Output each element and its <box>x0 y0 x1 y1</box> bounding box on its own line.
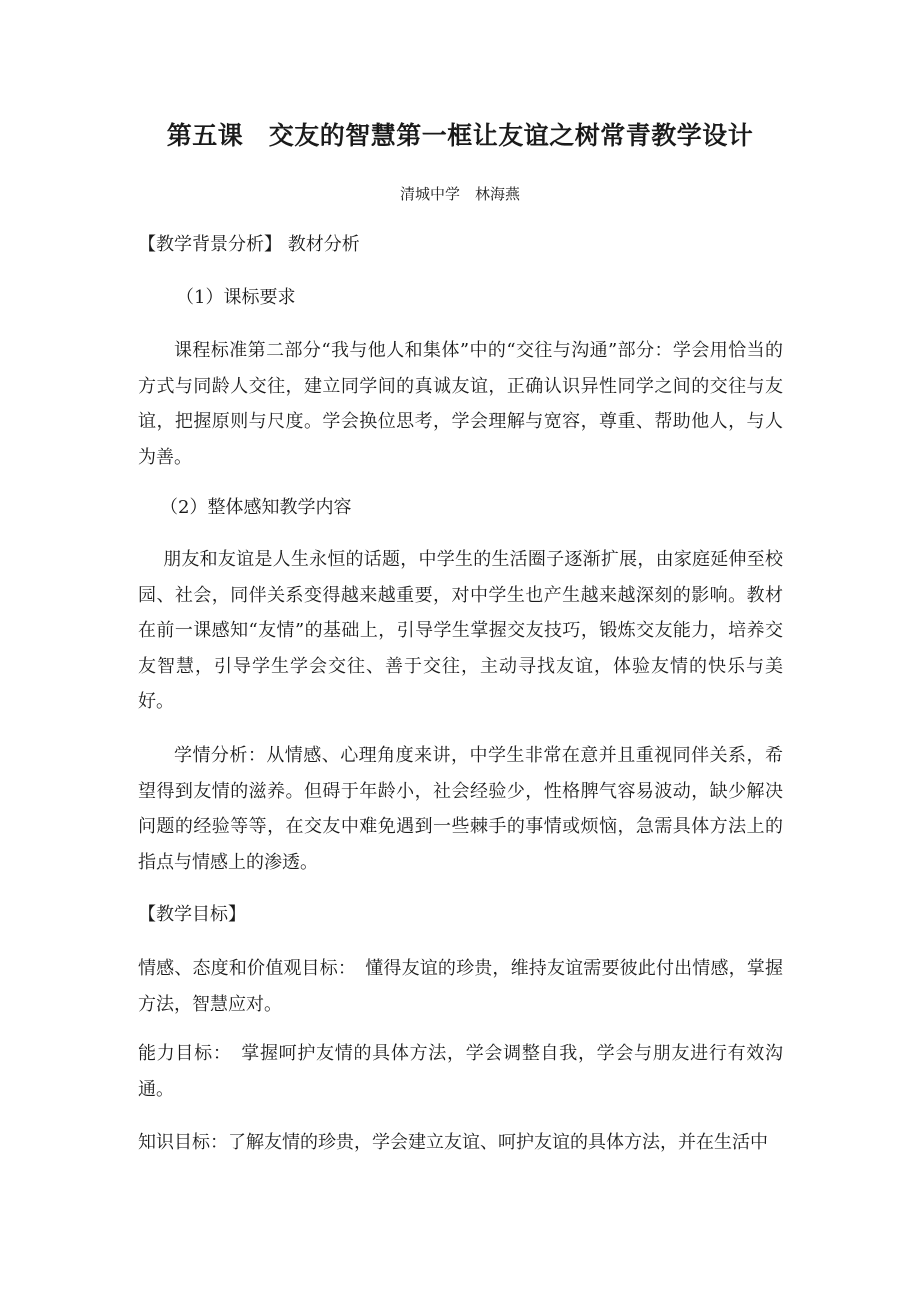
goal-knowledge: 知识目标：了解友情的珍贵，学会建立友谊、呵护友谊的具体方法，并在生活中 <box>138 1132 768 1153</box>
section2-body: 朋友和友谊是人生永恒的话题，中学生的生活圈子逐渐扩展，由家庭延伸至校园、社会，同伴关系变得越来越重要，对中学生也产生越来越深刻的影响。教材在前一课感知“友情”的基础上，引导学生掌握交友技巧，锻炼交友能力，培养交友智慧，引导学生学会交往、善于交往，主动寻找友谊，体验友情的快乐与美好。 <box>138 549 783 712</box>
goal-emotion: 情感、态度和价值观目标： 懂得友谊的珍贵，维持友谊需要彼此付出情感，掌握方法，智慧应对。 <box>138 958 783 1015</box>
learner-analysis: 学情分析：从情感、心理角度来讲，中学生非常在意并且重视同伴关系，希望得到友情的滋养。但碍于年龄小，社会经验少，性格脾气容易波动，缺少解决问题的经验等等，在交友中难免遇到一些棘手的事情或烦恼，急需具体方法上的指点与情感上的渗透。 <box>138 745 783 873</box>
section1-body: 课程标准第二部分“我与他人和集体”中的“交往与沟通”部分：学会用恰当的方式与同龄人交往，建立同学间的真诚友谊，正确认识异性同学之间的交往与友谊，把握原则与尺度。学会换位思考，学会理解与宽容，尊重、帮助他人，与人为善。 <box>138 340 783 468</box>
section2-heading: （2）整体感知教学内容 <box>160 497 352 518</box>
author-line: 清城中学 林海燕 <box>399 185 520 203</box>
background-heading: 【教学背景分析】 教材分析 <box>138 234 360 255</box>
goals-heading: 【教学目标】 <box>138 904 246 925</box>
section1-heading: （1）课标要求 <box>176 287 296 308</box>
document-title: 第五课 交友的智慧第一框让友谊之树常青教学设计 <box>166 121 754 150</box>
goal-ability: 能力目标： 掌握呵护友情的具体方法，学会调整自我，学会与朋友进行有效沟通。 <box>138 1043 783 1100</box>
